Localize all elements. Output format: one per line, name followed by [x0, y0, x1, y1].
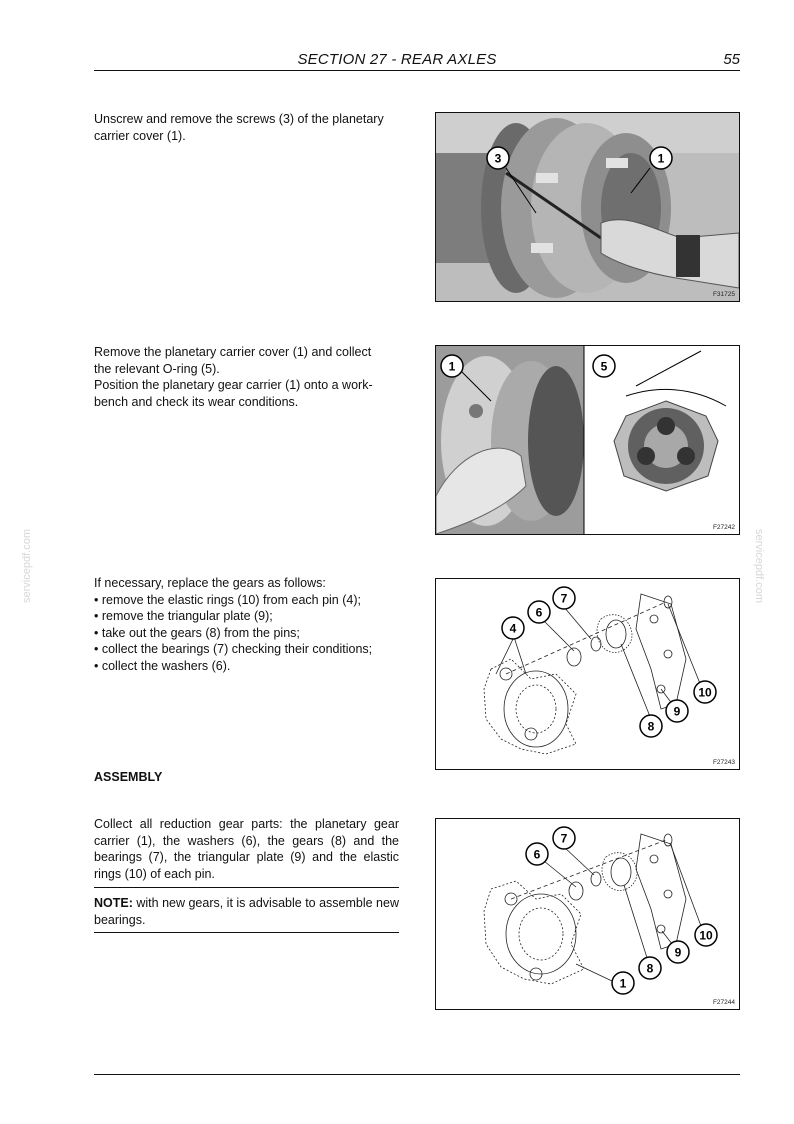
svg-text:1: 1: [448, 359, 456, 374]
footer-rule: [94, 1074, 740, 1075]
svg-text:6: 6: [535, 605, 543, 620]
svg-text:7: 7: [560, 831, 568, 846]
figure-code: F27243: [712, 759, 735, 766]
figure-gear-assembly: [435, 818, 740, 1010]
callout-8: [640, 715, 662, 737]
note-bottom-rule: [94, 932, 399, 933]
figure-code: F31725: [712, 291, 735, 298]
callout-4: [502, 617, 524, 639]
callout-1: [441, 355, 463, 377]
callout-10: [695, 924, 717, 946]
text-line: Position the planetary gear carrier (1) onto a work-: [94, 378, 373, 392]
note-text: with new gears, it is advisable to assemble new bearings.: [94, 896, 399, 927]
svg-text:3: 3: [494, 151, 502, 166]
callout-6: [528, 601, 550, 623]
callout-10: [694, 681, 716, 703]
note-label: NOTE:: [94, 896, 133, 910]
text-line: Unscrew and remove the screws (3) of the planetary: [94, 112, 384, 126]
figure-code: F27242: [712, 524, 735, 531]
figure-gear-disassembly: [435, 578, 740, 770]
step-2-text: [94, 344, 399, 410]
callout-9: [666, 700, 688, 722]
note-block: [94, 895, 399, 928]
text-line: the relevant O-ring (5).: [94, 361, 220, 376]
svg-text:9: 9: [674, 945, 682, 960]
step-1-text: [94, 111, 399, 144]
text-line: • remove the elastic rings (10) from each pin (4);: [94, 592, 361, 607]
svg-text:8: 8: [646, 961, 654, 976]
assembly-heading: ASSEMBLY: [94, 770, 163, 784]
svg-text:5: 5: [600, 359, 608, 374]
callout-7: [553, 827, 575, 849]
section-title: SECTION 27 - REAR AXLES: [297, 51, 497, 68]
svg-text:6: 6: [533, 847, 541, 862]
text-paragraph: Collect all reduction gear parts: the planetary gear carrier (1), the washers (6), the gears (8) and the bearings (7), the triangular plate (9) and the elastic rings (10) of each pin.: [94, 817, 399, 881]
note-top-rule: [94, 887, 399, 888]
callout-7: [553, 587, 575, 609]
callout-9: [667, 941, 689, 963]
svg-text:10: 10: [698, 685, 712, 700]
figure-cover-and-oring: [435, 345, 740, 535]
text-line: Remove the planetary carrier cover (1) and collect: [94, 345, 372, 359]
page-number: 55: [723, 51, 740, 68]
figure-code: F27244: [712, 999, 735, 1006]
watermark-right: servicepdf.com: [752, 529, 765, 603]
svg-text:10: 10: [699, 928, 713, 943]
svg-text:1: 1: [619, 976, 627, 991]
assembly-text: [94, 816, 399, 882]
text-line: • collect the bearings (7) checking their conditions;: [94, 642, 373, 656]
text-line: • take out the gears (8) from the pins;: [94, 625, 300, 640]
callout-1: [612, 972, 634, 994]
callout-3: [487, 147, 509, 169]
header-rule: [94, 70, 740, 71]
text-line: carrier cover (1).: [94, 128, 186, 143]
text-line: • remove the triangular plate (9);: [94, 609, 273, 623]
text-line: If necessary, replace the gears as follows:: [94, 576, 326, 590]
callout-6: [526, 843, 548, 865]
step-3-text: [94, 575, 399, 674]
svg-text:8: 8: [647, 719, 655, 734]
svg-text:9: 9: [673, 704, 681, 719]
text-line: • collect the washers (6).: [94, 658, 231, 673]
svg-text:1: 1: [657, 151, 665, 166]
svg-text:4: 4: [509, 621, 517, 636]
figure-screw-removal: [435, 112, 740, 302]
svg-text:7: 7: [560, 591, 568, 606]
callout-5: [593, 355, 615, 377]
callout-8: [639, 957, 661, 979]
text-line: bench and check its wear conditions.: [94, 394, 299, 409]
callout-1: [650, 147, 672, 169]
watermark-left: servicepdf.com: [20, 529, 33, 603]
